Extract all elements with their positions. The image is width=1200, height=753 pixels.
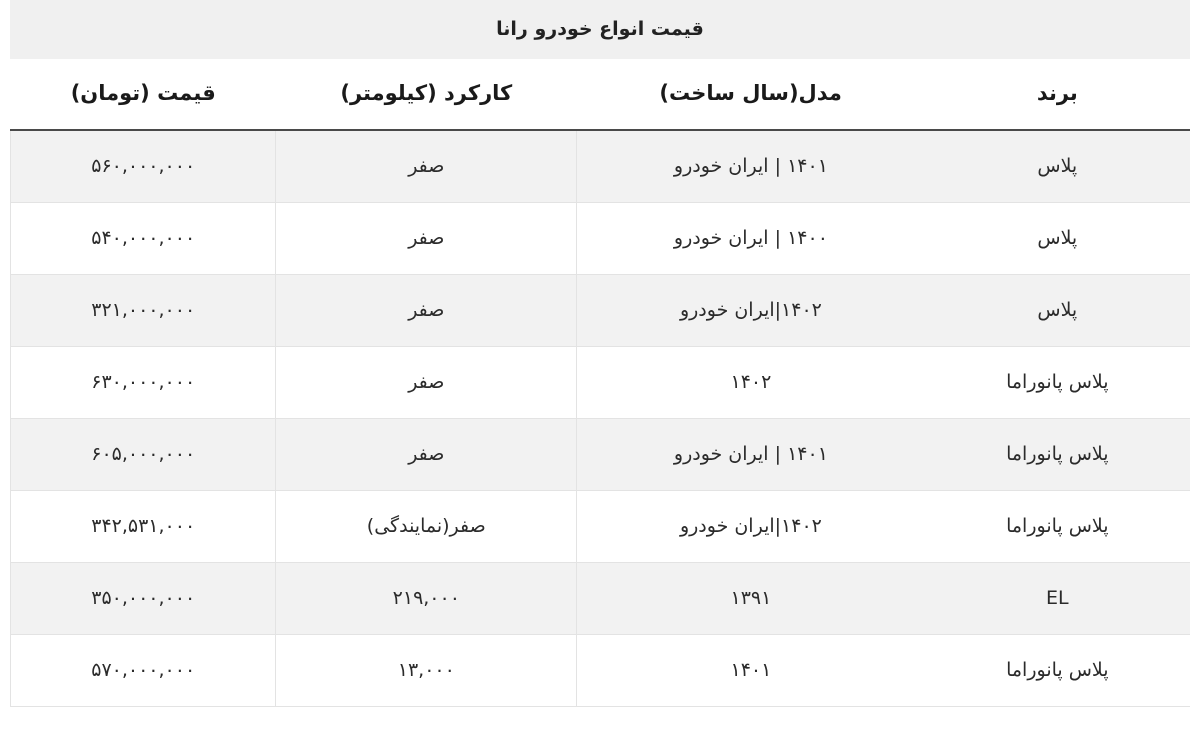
cell-mileage: صفر(نمایندگی)	[276, 491, 577, 563]
column-header-model: مدل(سال ساخت)	[577, 59, 925, 130]
cell-price: ۶۳۰,۰۰۰,۰۰۰	[11, 347, 276, 419]
table-body	[11, 130, 1191, 707]
table-row	[11, 130, 1191, 203]
cell-mileage: صفر	[276, 130, 577, 203]
table-row	[11, 203, 1191, 275]
cell-brand: پلاس پانوراما	[925, 635, 1190, 707]
column-header-mileage: کارکرد (کیلومتر)	[276, 59, 577, 130]
cell-price: ۳۲۱,۰۰۰,۰۰۰	[11, 275, 276, 347]
cell-model: ۱۴۰۲|ایران خودرو	[577, 491, 925, 563]
column-header-brand: برند	[925, 59, 1190, 130]
column-header-price: قیمت (تومان)	[11, 59, 276, 130]
cell-brand: پلاس پانوراما	[925, 491, 1190, 563]
table-row	[11, 635, 1191, 707]
table-header	[11, 59, 1191, 130]
cell-brand: پلاس	[925, 130, 1190, 203]
cell-brand: پلاس	[925, 275, 1190, 347]
cell-mileage: صفر	[276, 419, 577, 491]
cell-brand: پلاس پانوراما	[925, 419, 1190, 491]
header-row	[11, 59, 1191, 130]
cell-brand: پلاس	[925, 203, 1190, 275]
cell-mileage: صفر	[276, 203, 577, 275]
cell-model: ۱۴۰۲|ایران خودرو	[577, 275, 925, 347]
cell-brand: پلاس پانوراما	[925, 347, 1190, 419]
cell-brand: EL	[925, 563, 1190, 635]
cell-price: ۵۶۰,۰۰۰,۰۰۰	[11, 130, 276, 203]
car-price-table	[10, 0, 1190, 707]
cell-price: ۵۷۰,۰۰۰,۰۰۰	[11, 635, 276, 707]
table-row	[11, 347, 1191, 419]
table-row	[11, 491, 1191, 563]
cell-price: ۳۴۲,۵۳۱,۰۰۰	[11, 491, 276, 563]
cell-model: ۱۴۰۱	[577, 635, 925, 707]
table-row	[11, 275, 1191, 347]
cell-mileage: صفر	[276, 275, 577, 347]
cell-model: ۱۴۰۱ | ایران خودرو	[577, 419, 925, 491]
cell-model: ۱۴۰۲	[577, 347, 925, 419]
cell-price: ۵۴۰,۰۰۰,۰۰۰	[11, 203, 276, 275]
table-row	[11, 563, 1191, 635]
cell-model: ۱۳۹۱	[577, 563, 925, 635]
cell-model: ۱۴۰۰ | ایران خودرو	[577, 203, 925, 275]
cell-model: ۱۴۰۱ | ایران خودرو	[577, 130, 925, 203]
cell-mileage: صفر	[276, 347, 577, 419]
table-row	[11, 419, 1191, 491]
cell-price: ۶۰۵,۰۰۰,۰۰۰	[11, 419, 276, 491]
cell-mileage: ۱۳,۰۰۰	[276, 635, 577, 707]
cell-price: ۳۵۰,۰۰۰,۰۰۰	[11, 563, 276, 635]
cell-mileage: ۲۱۹,۰۰۰	[276, 563, 577, 635]
table-title: قیمت انواع خودرو رانا	[10, 0, 1190, 59]
